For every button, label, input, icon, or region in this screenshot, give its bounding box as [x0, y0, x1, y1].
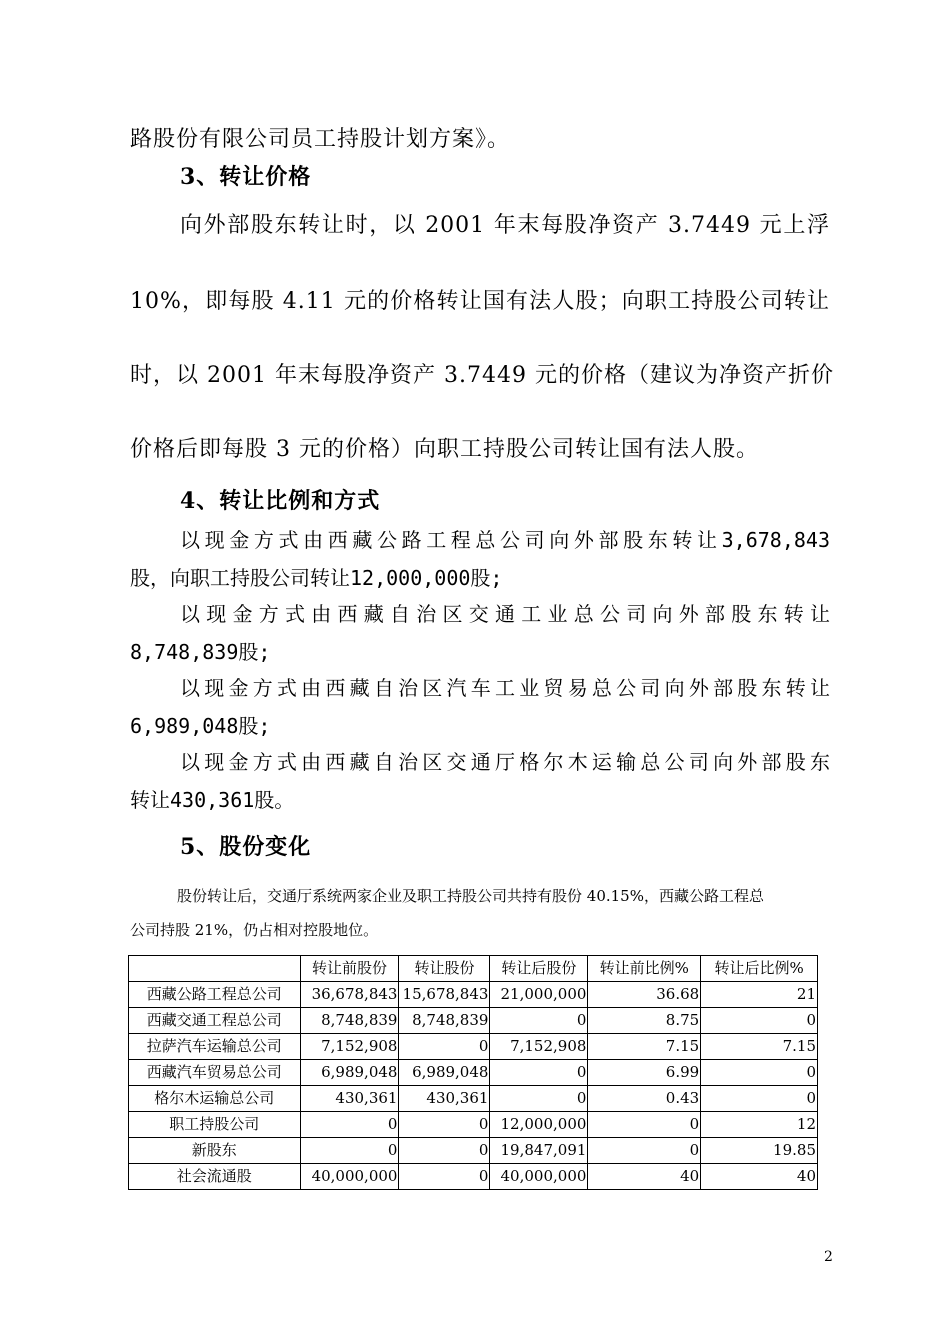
value-cell: 19,847,091: [490, 1138, 588, 1164]
paragraph-line: 股份转让后，交通厅系统两家企业及职工持股公司共持有股份 40.15%，西藏公路工程总: [177, 887, 764, 905]
value-cell: 0: [399, 1112, 490, 1138]
company-name-cell: 拉萨汽车运输总公司: [129, 1034, 301, 1060]
paragraph-line: 股，向职工持股公司转让12,000,000股;: [130, 566, 503, 590]
table-header-row: [129, 956, 818, 982]
section-heading-3: 3、转让价格: [180, 164, 312, 190]
value-cell: 430,361: [300, 1086, 399, 1112]
table-row: [129, 1112, 818, 1138]
value-cell: 6,989,048: [399, 1060, 490, 1086]
value-cell: 0: [399, 1164, 490, 1190]
paragraph-line: 以现金方式由西藏自治区交通厅格尔木运输总公司向外部股东: [180, 750, 830, 774]
value-cell: 12: [701, 1112, 818, 1138]
value-cell: 430,361: [399, 1086, 490, 1112]
value-cell: 6.99: [588, 1060, 701, 1086]
company-name-cell: 格尔木运输总公司: [129, 1086, 301, 1112]
value-cell: 40: [701, 1164, 818, 1190]
value-cell: 7.15: [588, 1034, 701, 1060]
table-row: [129, 1034, 818, 1060]
paragraph-line: 6,989,048股;: [130, 714, 271, 738]
table-row: [129, 1008, 818, 1034]
value-cell: 0.43: [588, 1086, 701, 1112]
company-name-cell: 西藏汽车贸易总公司: [129, 1060, 301, 1086]
header-cell: 转让股份: [399, 956, 490, 982]
value-cell: 8,748,839: [300, 1008, 399, 1034]
paragraph-line: 时，以 2001 年末每股净资产 3.7449 元的价格（建议为净资产折价: [130, 363, 834, 388]
value-cell: 0: [701, 1086, 818, 1112]
header-cell: 转让前比例%: [588, 956, 701, 982]
value-cell: 40,000,000: [300, 1164, 399, 1190]
table-row: [129, 1164, 818, 1190]
table-row: [129, 1060, 818, 1086]
paragraph-line: 转让430,361股。: [130, 788, 295, 812]
paragraph-line: 公司持股 21%，仍占相对控股地位。: [130, 921, 379, 939]
value-cell: 7,152,908: [300, 1034, 399, 1060]
value-cell: 0: [701, 1008, 818, 1034]
paragraph-line: 路股份有限公司员工持股计划方案》。: [130, 127, 511, 152]
value-cell: 40,000,000: [490, 1164, 588, 1190]
value-cell: 6,989,048: [300, 1060, 399, 1086]
table-row: [129, 982, 818, 1008]
header-cell: [129, 956, 301, 982]
share-change-table: [128, 955, 818, 1190]
value-cell: 0: [399, 1034, 490, 1060]
header-cell: 转让后比例%: [701, 956, 818, 982]
company-name-cell: 西藏公路工程总公司: [129, 982, 301, 1008]
table-row: [129, 1138, 818, 1164]
company-name-cell: 新股东: [129, 1138, 301, 1164]
value-cell: 8.75: [588, 1008, 701, 1034]
company-name-cell: 西藏交通工程总公司: [129, 1008, 301, 1034]
value-cell: 15,678,843: [399, 982, 490, 1008]
value-cell: 19.85: [701, 1138, 818, 1164]
paragraph-line: 10%，即每股 4.11 元的价格转让国有法人股；向职工持股公司转让: [130, 289, 830, 314]
value-cell: 0: [490, 1086, 588, 1112]
value-cell: 0: [490, 1060, 588, 1086]
value-cell: 12,000,000: [490, 1112, 588, 1138]
value-cell: 0: [300, 1112, 399, 1138]
value-cell: 36.68: [588, 982, 701, 1008]
paragraph-line: 价格后即每股 3 元的价格）向职工持股公司转让国有法人股。: [130, 437, 759, 462]
header-cell: 转让前股份: [300, 956, 399, 982]
value-cell: 36,678,843: [300, 982, 399, 1008]
value-cell: 0: [701, 1060, 818, 1086]
paragraph-line: 以现金方式由西藏自治区交通工业总公司向外部股东转让: [180, 602, 830, 626]
company-name-cell: 社会流通股: [129, 1164, 301, 1190]
value-cell: 21: [701, 982, 818, 1008]
company-name-cell: 职工持股公司: [129, 1112, 301, 1138]
paragraph-line: 以现金方式由西藏自治区汽车工业贸易总公司向外部股东转让: [180, 676, 830, 700]
value-cell: 0: [300, 1138, 399, 1164]
value-cell: 7.15: [701, 1034, 818, 1060]
paragraph-line: 向外部股东转让时，以 2001 年末每股净资产 3.7449 元上浮: [180, 213, 830, 238]
value-cell: 0: [490, 1008, 588, 1034]
value-cell: 21,000,000: [490, 982, 588, 1008]
value-cell: 0: [588, 1112, 701, 1138]
header-cell: 转让后股份: [490, 956, 588, 982]
paragraph-line: 8,748,839股;: [130, 640, 271, 664]
value-cell: 0: [399, 1138, 490, 1164]
value-cell: 40: [588, 1164, 701, 1190]
section-heading-4: 4、转让比例和方式: [180, 488, 381, 514]
value-cell: 0: [588, 1138, 701, 1164]
value-cell: 8,748,839: [399, 1008, 490, 1034]
paragraph-line: 以现金方式由西藏公路工程总公司向外部股东转让3,678,843: [180, 528, 830, 552]
section-heading-5: 5、股份变化: [180, 834, 312, 860]
table-row: [129, 1086, 818, 1112]
value-cell: 7,152,908: [490, 1034, 588, 1060]
page-number: 2: [824, 1249, 833, 1265]
